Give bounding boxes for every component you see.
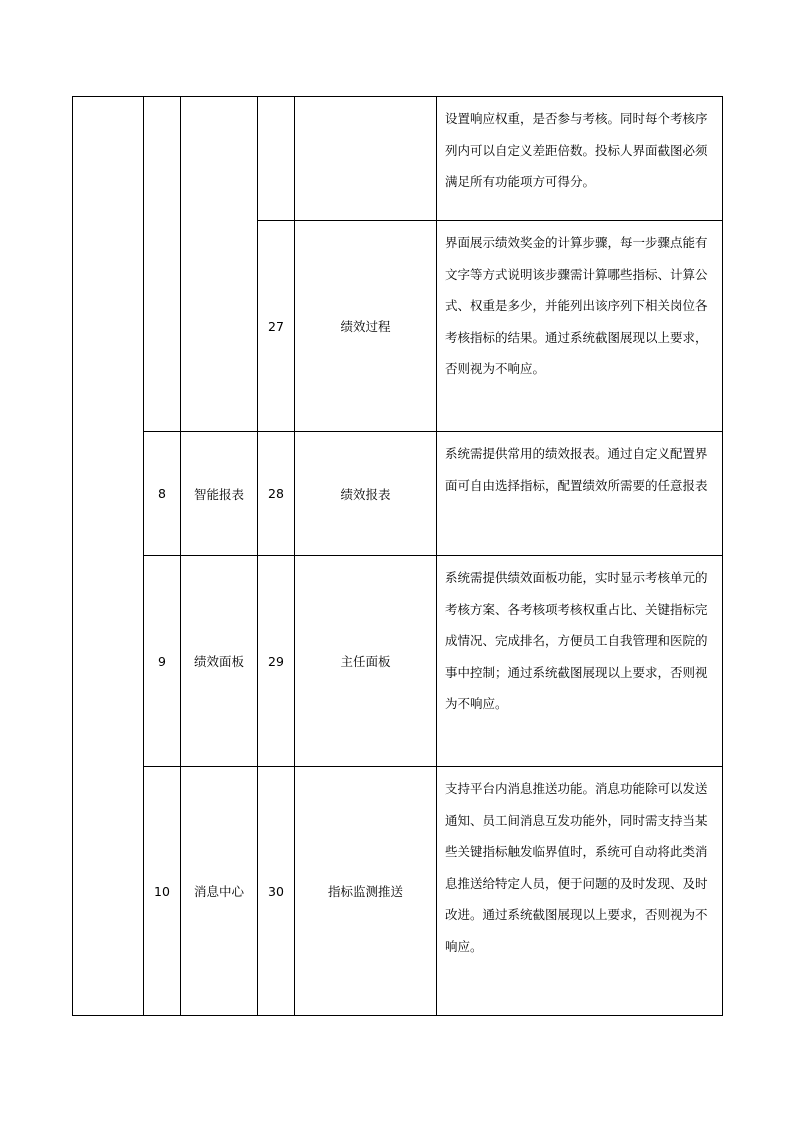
- description-cell: 设置响应权重，是否参与考核。同时每个考核序列内可以自定义差距倍数。投标人界面截图必须满足所有功能项方可得分。: [437, 97, 723, 221]
- group-name-cell: [181, 97, 258, 432]
- item-name-cell: 指标监测推送: [295, 767, 437, 1016]
- description-cell: 支持平台内消息推送功能。消息功能除可以发送通知、员工间消息互发功能外，同时需支持当某些关键指标触发临界值时，系统可自动将此类消息推送给特定人员，便于问题的及时发现、及时改进。通过系统截图展现以上要求，否则视为不响应。: [437, 767, 723, 1016]
- description-cell: 系统需提供绩效面板功能，实时显示考核单元的考核方案、各考核项考核权重占比、关键指标完成情况、完成排名，方便员工自我管理和医院的事中控制；通过系统截图展现以上要求，否则视为不响应。: [437, 556, 723, 767]
- group-name-cell: 智能报表: [181, 432, 258, 556]
- item-name-cell: 主任面板: [295, 556, 437, 767]
- group-name-cell: 消息中心: [181, 767, 258, 1016]
- group-number-cell: 8: [144, 432, 181, 556]
- table-row: [73, 767, 723, 1016]
- table-row: [73, 556, 723, 767]
- group-number-cell: 9: [144, 556, 181, 767]
- item-name-cell: [295, 97, 437, 221]
- item-name-cell: 绩效报表: [295, 432, 437, 556]
- group-number-cell: 10: [144, 767, 181, 1016]
- description-cell: 系统需提供常用的绩效报表。通过自定义配置界面可自由选择指标，配置绩效所需要的任意报表: [437, 432, 723, 556]
- category-cell: [73, 97, 144, 1016]
- item-number-cell: 30: [258, 767, 295, 1016]
- group-name-cell: 绩效面板: [181, 556, 258, 767]
- table-row: [73, 97, 723, 221]
- item-number-cell: [258, 97, 295, 221]
- item-name-cell: 绩效过程: [295, 221, 437, 432]
- item-number-cell: 29: [258, 556, 295, 767]
- item-number-cell: 28: [258, 432, 295, 556]
- requirements-table: [72, 96, 723, 1016]
- description-cell: 界面展示绩效奖金的计算步骤，每一步骤点能有文字等方式说明该步骤需计算哪些指标、计算公式、权重是多少，并能列出该序列下相关岗位各考核指标的结果。通过系统截图展现以上要求，否则视为不响应。: [437, 221, 723, 432]
- item-number-cell: 27: [258, 221, 295, 432]
- group-number-cell: [144, 97, 181, 432]
- table-row: [73, 432, 723, 556]
